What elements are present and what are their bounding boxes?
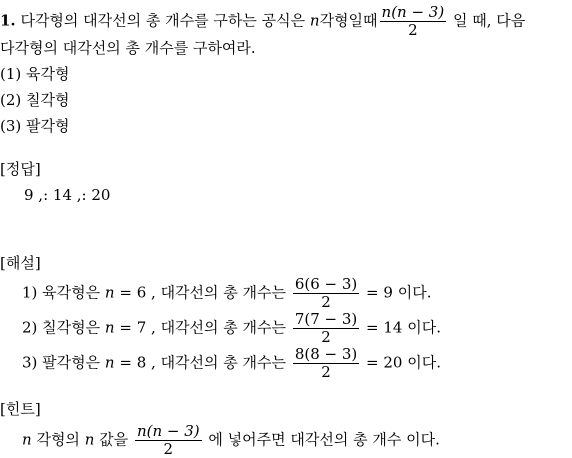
hint-fraction — [135, 423, 202, 458]
solution-mid: , 대각선의 총 개수는 — [151, 353, 287, 372]
solution-row-1 — [22, 276, 431, 311]
solution-suffix: 이다. — [407, 318, 442, 337]
variable-n: n — [309, 11, 320, 30]
solution-numerator: 8(8 − 3) — [294, 345, 358, 363]
variable-n: n — [22, 430, 32, 449]
solution-prefix: 2) 칠각형은 — [22, 318, 101, 337]
problem-item-2: (2) 칠각형 — [0, 91, 70, 109]
solution-mid: , 대각선의 총 개수는 — [151, 283, 287, 302]
formula-denominator: 2 — [380, 21, 447, 39]
problem-item-3: (3) 팔각형 — [0, 117, 70, 135]
solution-denominator: 2 — [293, 293, 359, 311]
solution-eq: = 6 — [119, 283, 147, 302]
problem-text-2: 각형일때 — [319, 11, 378, 30]
solution-suffix: 이다. — [407, 353, 442, 372]
solution-eq: = 7 — [119, 318, 147, 337]
solution-eq: = 8 — [119, 353, 147, 372]
answer-label: [정답] — [0, 160, 41, 178]
answer-text: 9 ,: 14 ,: 20 — [24, 186, 111, 204]
hint-numerator: n(n − 3) — [136, 422, 200, 440]
problem-text-3: 일 때, 다음 — [453, 11, 526, 30]
solution-numerator: 6(6 − 3) — [294, 275, 358, 293]
solution-fraction — [293, 276, 359, 311]
solution-mid: , 대각선의 총 개수는 — [151, 318, 287, 337]
hint-part-1: 각형의 — [36, 430, 80, 449]
solution-fraction — [293, 311, 359, 346]
variable-n: n — [84, 430, 95, 449]
problem-text-1: 다각형의 대각선의 총 개수를 구하는 공식은 — [20, 11, 310, 30]
solution-denominator: 2 — [293, 328, 359, 346]
formula-fraction — [380, 4, 447, 39]
problem-number: 1. — [0, 11, 16, 30]
solution-prefix: 1) 육각형은 — [22, 283, 101, 302]
solution-result: = 9 — [366, 283, 393, 302]
variable-n: n — [104, 318, 115, 337]
problem-line-2: 다각형의 대각선의 총 개수를 구하여라. — [0, 39, 256, 57]
solution-suffix: 이다. — [397, 283, 432, 302]
solution-result: = 20 — [366, 353, 403, 372]
hint-part-2: 값을 — [99, 430, 129, 449]
solution-label: [해설] — [0, 254, 41, 272]
variable-n: n — [104, 353, 115, 372]
solution-row-3 — [22, 346, 441, 381]
solution-denominator: 2 — [293, 363, 359, 381]
problem-item-1: (1) 육각형 — [0, 65, 70, 83]
formula-numerator: n(n − 3) — [381, 3, 445, 21]
hint-part-3: 에 넣어주면 대각선의 총 개수 이다. — [208, 430, 440, 449]
problem-line-1 — [0, 4, 525, 39]
solution-result: = 14 — [366, 318, 403, 337]
variable-n: n — [104, 283, 115, 302]
hint-text — [22, 423, 440, 458]
solution-fraction — [293, 346, 359, 381]
solution-prefix: 3) 팔각형은 — [22, 353, 101, 372]
hint-denominator: 2 — [135, 440, 202, 458]
hint-label: [힌트] — [0, 400, 41, 418]
solution-row-2 — [22, 311, 441, 346]
solution-numerator: 7(7 − 3) — [294, 310, 358, 328]
